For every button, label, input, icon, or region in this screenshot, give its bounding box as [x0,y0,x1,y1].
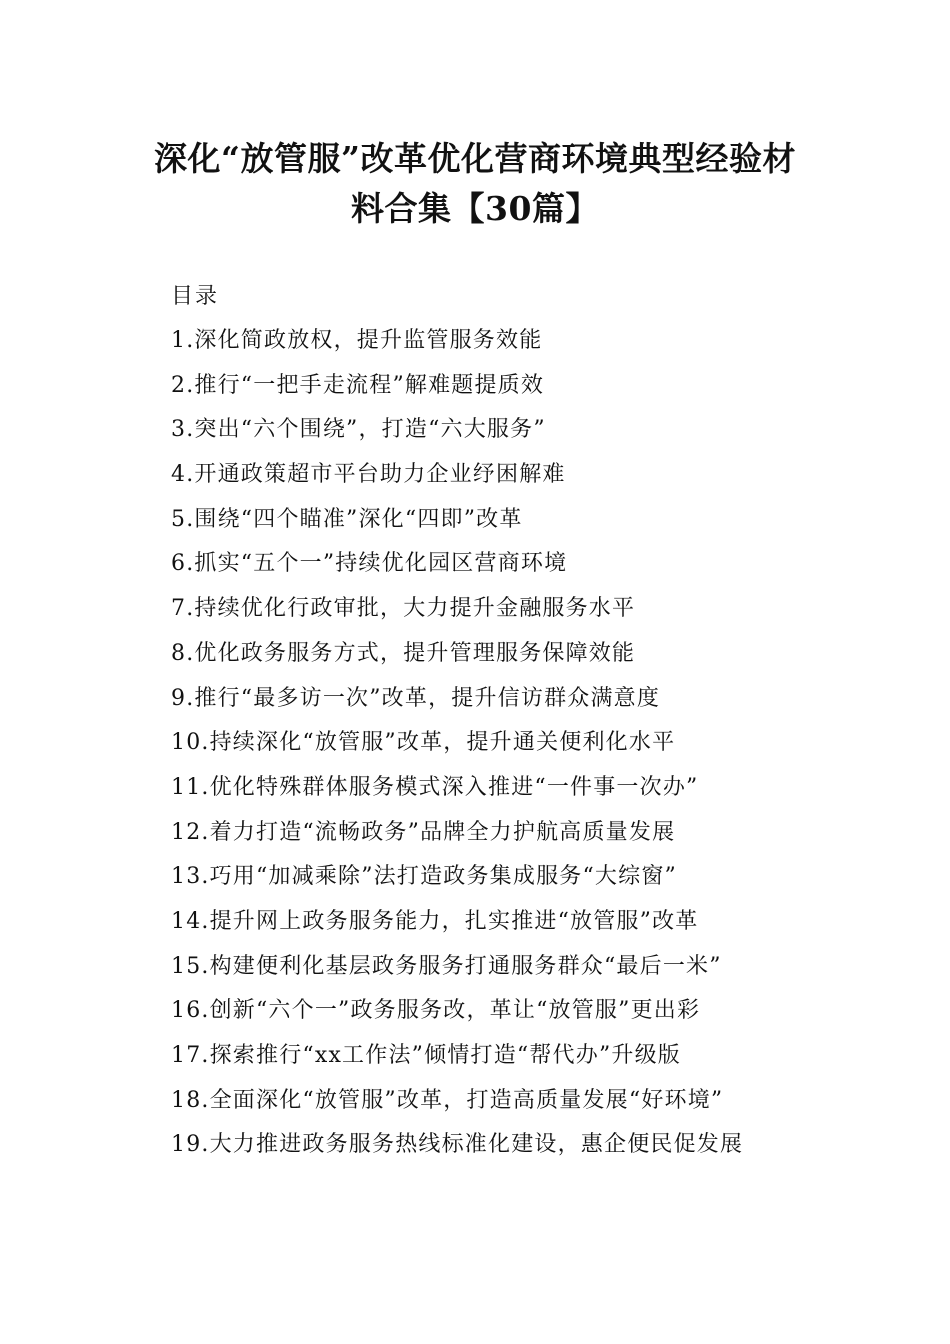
toc-list [171,326,851,1175]
toc-item: 13.巧用“加减乘除”法打造政务集成服务“大综窗” [171,864,677,890]
toc-item: 6.抓实“五个一”持续优化园区营商环境 [171,551,568,577]
toc-item: 19.大力推进政务服务热线标准化建设，惠企便民促发展 [171,1132,744,1158]
toc-item: 15.构建便利化基层政务服务打通服务群众“最后一米” [171,953,722,979]
title-line-2: 料合集【30篇】 [351,189,599,228]
toc-item: 18.全面深化“放管服”改革，打造高质量发展“好环境” [171,1087,724,1113]
toc-item: 14.提升网上政务服务能力，扎实推进“放管服”改革 [171,908,699,934]
toc-item: 5.围绕“四个瞄准”深化“四即”改革 [171,506,523,532]
toc-item: 8.优化政务服务方式，提升管理服务保障效能 [171,640,636,666]
toc-item: 3.突出“六个围绕”，打造“六大服务” [171,417,546,443]
toc-item: 16.创新“六个一”政务服务改，革让“放管服”更出彩 [171,998,701,1024]
toc-item: 4.开通政策超市平台助力企业纾困解难 [171,462,566,488]
toc-item: 7.持续优化行政审批，大力提升金融服务水平 [171,596,636,622]
toc-item: 12.着力打造“流畅政务”品牌全力护航高质量发展 [171,819,676,845]
toc-item: 1.深化简政放权，提升监管服务效能 [171,328,543,353]
toc-item: 10.持续深化“放管服”改革，提升通关便利化水平 [171,730,676,756]
title-line-1: 深化“放管服”改革优化营商环境典型经验材 [154,139,796,178]
table-of-contents [171,282,851,1175]
toc-heading: 目录 [171,284,220,309]
toc-item: 11.优化特殊群体服务模式深入推进“一件事一次办” [171,774,699,800]
toc-item: 17.探索推行“xx工作法”倾情打造“帮代办”升级版 [171,1043,681,1068]
toc-item: 2.推行“一把手走流程”解难题提质效 [171,372,545,398]
document-title [100,134,850,234]
toc-item: 9.推行“最多访一次”改革，提升信访群众满意度 [171,685,661,711]
